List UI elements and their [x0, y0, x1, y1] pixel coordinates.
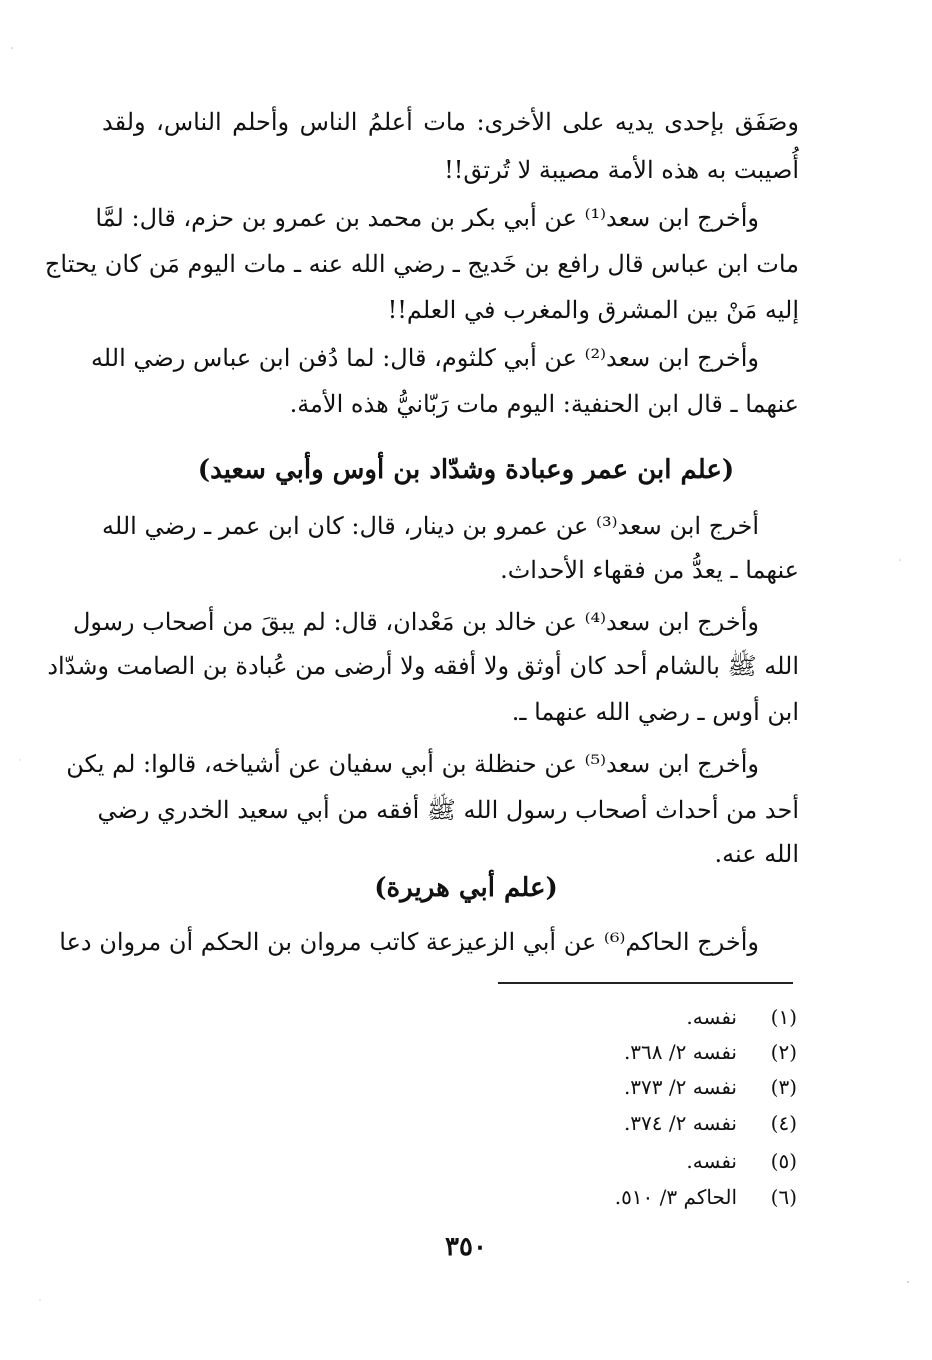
footnote-number: (٤) — [770, 1111, 797, 1135]
footnote-text: نفسه ٢/ ٣٦٨. — [623, 1040, 737, 1064]
text-line: وأخرج ابن سعد⁽¹⁾ عن أبي بكر بن محمد بن عمرو بن حزم، قال: لمَّا — [95, 204, 759, 232]
section-heading: (علم أبي هريرة) — [374, 873, 558, 903]
footnote — [686, 1146, 797, 1176]
text-line: الله عنه. — [714, 840, 799, 868]
footnote — [615, 1182, 797, 1212]
footnote — [624, 1072, 797, 1102]
text-line: وأخرج ابن سعد⁽⁵⁾ عن حنظلة بن أبي سفيان عن أشياخه، قالوا: لم يكن — [66, 750, 759, 778]
footnote-number: (٢) — [770, 1040, 797, 1064]
footnote — [624, 1108, 797, 1138]
footnote-number: (٣) — [770, 1075, 797, 1099]
footnote-text: نفسه ٢/ ٣٧٣. — [623, 1075, 737, 1099]
text-line: مات ابن عباس قال رافع بن خَديج ـ رضي الله عنه ـ مات اليوم مَن كان يحتاج — [44, 250, 799, 278]
footnote-text: نفسه. — [686, 1149, 737, 1173]
text-line: أُصيبت به هذه الأمة مصيبة لا تُرتق!! — [444, 156, 799, 184]
footnote-number: (٥) — [770, 1149, 797, 1173]
text-line: ابن أوس ـ رضي الله عنهما ـ. — [511, 698, 799, 726]
footnote-separator — [498, 982, 793, 984]
text-line: وأخرج الحاكم⁽⁶⁾ عن أبي الزعيزعة كاتب مروان بن الحكم أن مروان دعا — [59, 928, 759, 956]
footnote-number: (٦) — [770, 1185, 797, 1209]
footnote-number: (١) — [770, 1005, 797, 1029]
text-line: عنهما ـ يعدُّ من فقهاء الأحداث. — [500, 556, 799, 584]
text-line: أخرج ابن سعد⁽³⁾ عن عمرو بن دينار، قال: كان ابن عمر ـ رضي الله — [102, 512, 759, 540]
footnote-text: نفسه. — [686, 1005, 737, 1029]
text-line: عنهما ـ قال ابن الحنفية: اليوم مات رَبّانيُّ هذه الأمة. — [289, 390, 799, 418]
page-number: ٣٥٠ — [445, 1232, 487, 1262]
text-line: وأخرج ابن سعد⁽²⁾ عن أبي كلثوم، قال: لما دُفن ابن عباس رضي الله — [90, 344, 759, 372]
footnote-text: نفسه ٢/ ٣٧٤. — [623, 1111, 737, 1135]
text-line: إليه مَنْ بين المشرق والمغرب في العلم!! — [387, 296, 799, 324]
text-line: أحد من أحداث أصحاب رسول الله ﷺ أفقه من أبي سعيد الخدري رضي — [97, 796, 799, 824]
text-line: الله ﷺ بالشام أحد كان أوثق ولا أفقه ولا أرضى من عُبادة بن الصامت وشدّاد — [47, 652, 799, 680]
section-heading: (علم ابن عمر وعبادة وشدّاد بن أوس وأبي سعيد) — [197, 455, 735, 485]
text-line: وأخرج ابن سعد⁽⁴⁾ عن خالد بن مَعْدان، قال: لم يبقَ من أصحاب رسول — [72, 608, 759, 636]
footnote — [686, 1002, 797, 1032]
footnote — [624, 1037, 797, 1067]
footnote-text: الحاكم ٣/ ٥١٠. — [614, 1185, 737, 1209]
text-line: وصَفَق بإحدى يديه على الأخرى: مات أعلمُ الناس وأحلم الناس، ولقد — [102, 108, 799, 136]
